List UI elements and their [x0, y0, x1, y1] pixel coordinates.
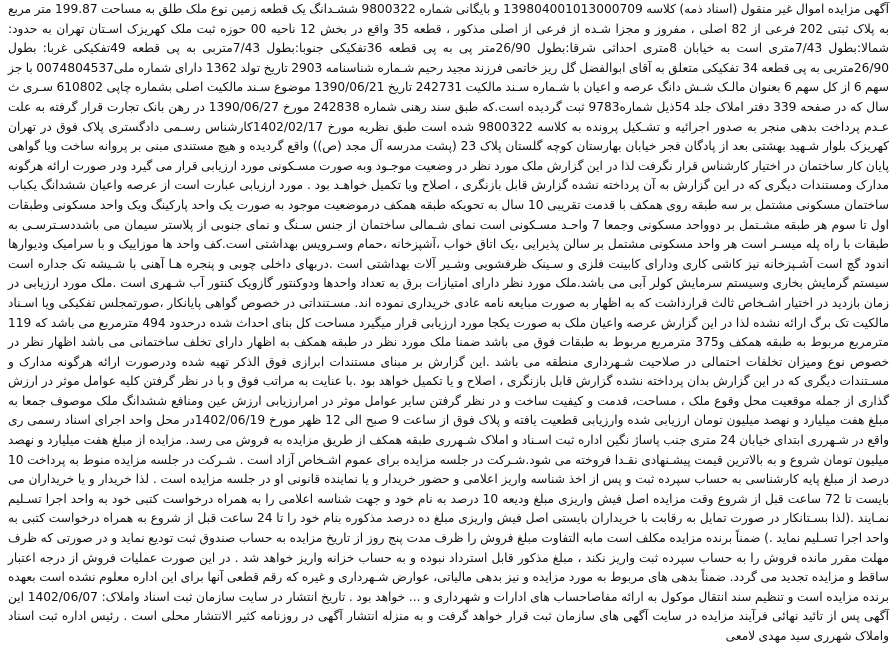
auction-notice-body: آگهی مزایده اموال غیر منقول (اسناد ذمه) کلاسه 139804001013000709 و بایگانی شماره 9800322 ششـدانگ یک قطعه زمین نوع ملک طلق به مساحت 199.87 متر مربع به پلاک ثبتی 202 فرعی از 82 اصلی ، مفروز و مجزا شـده از فرعی از اصلی مذکور ، قطعه 35 واقع در بخش 12 ناحیه 00 حوزه ثبت ملک کهریزک اسـتان تهران به حدود: شمالا:بطول 7/43متری است به خیابان 8متری احداثی شرقا:بطول 26/90متر پی به پی قطعه 36تفکیکی جنوبا:بطول 7/43متربی به پی قطعه 49تفکیکی غربا: بطول 26/90متربی به پی قطعه 34 تفکیکی متعلق به آقای ابوالفضل گل ریز خاتمی فرزند مجید رحیم شـماره شناسنامه 2903 تاریخ تولد 1362 دارای شماره ملی0074804537 با جز سهم 6 از کل سهم 6 بعنوان مالـک شـش دانگ عرصه و اعیان با شـماره سـند مالکیت 242731 تاریخ 1390/06/21 موضوع سـند مالکیت اصلی بشماره چاپی 610802 سـری ث سال که در صفحه 339 دفتر املاک جلد 54ذیل شماره9783 ثبت گردیده است.که طبق سند رهنی شماره 242838 مورخ 1390/06/27 در رهن بانک تجارت قرار گرفته به علت عـدم پرداخت بدهی منجر به صدور اجرائیه و تشـکیل پرونده به کلاسه 9800322 شده است طبق نظریه مورخ 1402/02/17کارشناس رسـمی دادگستری پلاک فوق در تهران کهریزک بلوار شـهید بهشتی بعد از پادگان فجر خیابان بهارستان کوچه گلستان پلاک 23 (پشت مدرسه آل مجد (ص)) واقع گردیده و هیچ مستندی مبنی بر پروانه ساخت ویا گواهی پایان کار ساختمان در اختیار کارشناس قرار نگرفت لذا در این گزارش ملک مورد نظر در وضعیت موجـود وبه صورت مسـکونی مورد ارزیابی قرار می گیرد ودر صورت ارائه هرگونه مدارک ومستندات دیگری که در این گزارش به آن پرداخته نشده گزارش قابل بازنگری ، اصلاح ویا تکمیل خواهـد بود . مورد ارزیابی عبارت است از عرصه واعیان ششدانگ یکباب ساختمان مسکونی مشتمل بر سه طبقه روی همکف با قدمت تقریبی 10 سال به تحویکه طبقه همکف درموضعیت موجود به صورت یک واحد پارکینگ ویک واحد مسکونی وطبقات اول تا سوم هر طبقه مشـتمل بر دوواحد مسکونی وجمعا 7 واحـد مسـکونی است نمای شـمالی ساختمان از جنس سـنگ و نمای جنوبی از پلاستر سیمان می باشددسـترسـی به طبقات با راه پله میسـر است هر واحد مسکونی مشتمل بر سالن پذیرایی ،یک اتاق خواب ،آشپزخانه ،حمام وسـرویس بهداشتی است.کف واحد ها موزاییک و با سرامیک ودیوارها اندود گچ است آشـپزخانه نیز کاشی کاری ودارای کابینت فلزی و سـینک ظرفشویی وشـیر آلات بهداشتی است .دربهای داخلی چوبی و پنجره هـا آهنی با شـیشه تک جداره است سیستم گرمایش بخاری وسیستم سرمایش کولر آبی می باشد.ملک مورد نظر دارای امتیازات برق به تعداد واحدها ودوکنتور گازویک کنتور آب شـهری است .ملک مورد ارزیابی در زمان بازدید در اختیار اشـخاص ثالث قرارداشت که به اظهار به صورت مبایعه نامه عادی خریداری نموده اند. مسـتنداتی در خصوص گواهی پایانکار ،صورتمجلس تفکیکی ویا اسـناد مالکیت تک برگ ارائه نشده لذا در این گزارش عرصه واعیان ملک به صورت یکجا مورد ارزیابی قرار میگیرد مساحت کل بنای احداث شده درحدود 494 مترمربع می باشد که 119 مترمربع مربوط به طبقه همکف و375 مترمربع مربوط به طبقات فوق می باشد ضمنا ملک مورد نظر در طبقه همکف به اظهار دارای تخلف ساختمانی می باشد اظهار نظر در خصوص نوع ومیزان تخلفات احتمالی در صلاحیت شـهرداری منطقه می باشد .این گزارش بر مبنای مستندات ابرازی فوق الذکر تهیه شده ودرصورت ارائه هرگونه مدارک و مسـتندات دیگری که در این گزارش بدان پرداخته نشده گزارش قابل بازنگری ، اصلاح و یا تکمیل خواهد بود .با عنایت به مراتب فوق و با در نظر گرفتن کلیه عوامل موثر در ارزش گذاری از جمله موقعیت محل وقوع ملک ، مساحت، قدمت و کیفیت ساخت و در نظر گرفتن سایر عوامل موثر در امرارزیابی ارزش عین ومنافع ششدانگ ملک موصوف جمعا به مبلغ هفت میلیارد و نهصد میلیون تومان ارزیابی شده وارزیابی قطعیت یافته و پلاک فوق از ساعت 9 صبح الی 12 ظهر مورخ 1402/06/19در محل واحد اجرای اسناد رسمی ری واقع در شـهرری ابتدای خیابان 24 متری جنب پاساژ نگین اداره ثبت اسـناد و املاک شـهرری طبقه همکف از طریق مزایده به فروش می رسد. مزایده از مبلغ هفت میلیارد و نهصد میلیون تومان شروع و به بالاترین قیمت پیشـنهادی نقـدا فروخته می شود.شـرکت در جلسه مزایده برای عموم اشـخاص آزاد است . شـرکت در جلسه مزایده منوط به پرداخت 10 درصد از مبلغ پایه کارشناسی به حساب سپرده ثبت و پس از اخذ شناسه واریز اعلامی و حضور خریدار و یا نماینده قانونی او در جلسه مزایده است . لذا خریدار و یا خریداران می بایست تا 72 ساعت قبل از شروع وقت مزایده اصل فیش واریزی مبلغ ودیعه 10 درصد به نام خود و جهت شناسه اعلامی را به همراه درخواست کتبی خود به واحد اجرا تسـلیم نمـایند .(لذا بسـتانکار در صورت تمایل به رقابت با خریداران بایستی اصل فیش واریزی مبلغ ده درصد مذکوره بنام خود را تا 24 ساعت قبل از شروع به همراه درخواست کتبی به واحد اجرا تسـلیم نماید .) ضمناً برنده مزایده مکلف است مابه التفاوت مبلغ فروش را ظرف مدت پنج روز از تاریخ مزایده به حساب صندوق ثبت تودیع نماید و در صورتی که ظرف مهلت مقرر مانده فروش را به حساب سپرده ثبت واریز نکند ، مبلغ مذکور قابل استرداد نبوده و به حساب خزانه واریز خواهد شد . در این صورت عملیات فروش از درجه اعتبار ساقط و مزایده تجدید می گردد. ضمناً بدهی های مربوط به مورد مزایده و نیز بدهی مالیاتی، عوارض شـهرداری و غیره که رقم قطعی آنها برای این اداره معلوم نشده است بعهده برنده مزایده است و تنظیم سند انتقال موکول به ارائه مفاصاحساب های ادارات و شهرداری و ... خواهد بود . تاریخ انتشار در سایت سازمان ثبت اسناد واملاک: 1402/06/07 این آگهی پس از تائید نهائی فرآیند مزایده در سایت آگهی های سازمان ثبت قرار خواهد گرفت و به منزله انتشار آگهی در روزنامه کثیر الانتشار محلی است . رئیس اداره ثبت اسناد واملاک شهرری سید مهدی لامعی [8, 2, 890, 643]
